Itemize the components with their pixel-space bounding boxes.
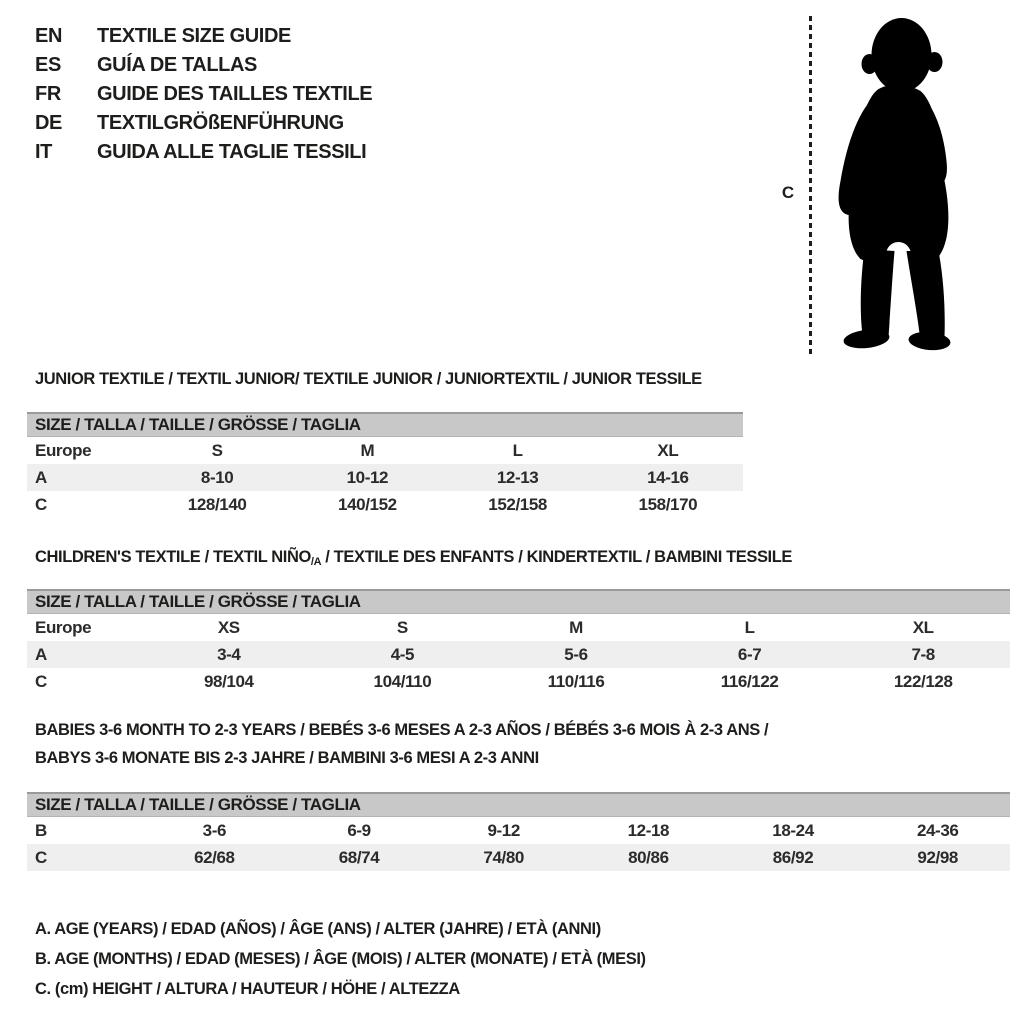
size-cell: L xyxy=(512,440,523,460)
row-label: C xyxy=(35,671,47,691)
size-cell: S xyxy=(396,617,408,637)
toddler-silhouette-icon xyxy=(826,13,969,354)
children-table-header: SIZE / TALLA / TAILLE / GRÖSSE / TAGLIA xyxy=(27,589,1010,614)
row-label: Europe xyxy=(35,617,92,637)
language-code: FR xyxy=(35,83,61,105)
row-label: B xyxy=(35,820,47,840)
size-cell: M xyxy=(360,440,375,460)
children-title-subscript: /A xyxy=(310,556,322,568)
table-row xyxy=(27,464,743,491)
size-cell: L xyxy=(744,617,755,637)
size-cell: 5-6 xyxy=(564,644,588,664)
language-row xyxy=(35,109,372,138)
size-cell: 158/170 xyxy=(638,494,698,514)
babies-title-line1: BABIES 3-6 MONTH TO 2-3 YEARS / BEBÉS 3-6 MESES A 2-3 AÑOS / BÉBÉS 3-6 MOIS À 2-3 ANS / xyxy=(35,721,769,739)
language-row xyxy=(35,51,372,80)
size-cell: 74/80 xyxy=(483,847,524,867)
children-title-text-after: / TEXTILE DES ENFANTS / KINDERTEXTIL / BAMBINI TESSILE xyxy=(321,548,793,566)
size-cell: 68/74 xyxy=(338,847,380,867)
language-code: IT xyxy=(35,141,52,163)
language-label: GUIDA ALLE TAGLIE TESSILI xyxy=(97,141,367,163)
table-row xyxy=(27,817,1010,844)
row-label: C xyxy=(35,847,47,867)
children-size-table xyxy=(27,589,1010,695)
babies-title-line2: BABYS 3-6 MONATE BIS 2-3 JAHRE / BAMBINI 3-6 MESI A 2-3 ANNI xyxy=(35,749,539,767)
size-cell: 4-5 xyxy=(390,644,415,664)
row-label: A xyxy=(35,644,47,664)
babies-table-header: SIZE / TALLA / TAILLE / GRÖSSE / TAGLIA xyxy=(27,792,1010,817)
size-cell: 7-8 xyxy=(911,644,935,664)
table-row xyxy=(27,437,743,464)
legend-notes xyxy=(35,914,646,1004)
size-cell: M xyxy=(569,617,583,637)
children-title-text: CHILDREN'S TEXTILE / TEXTIL NIÑO xyxy=(35,548,311,566)
language-row xyxy=(35,22,372,51)
size-cell: 18-24 xyxy=(772,820,814,840)
babies-table-rows xyxy=(27,817,1010,871)
language-row xyxy=(35,138,372,167)
language-guide xyxy=(35,22,372,167)
size-cell: 6-9 xyxy=(347,820,371,840)
size-cell: 3-4 xyxy=(217,644,241,664)
size-cell: 128/140 xyxy=(187,494,247,514)
size-cell: 8-10 xyxy=(200,467,234,487)
size-cell: 6-7 xyxy=(737,644,762,664)
table-row xyxy=(27,491,743,518)
junior-section-title: JUNIOR TEXTILE / TEXTIL JUNIOR/ TEXTILE JUNIOR / JUNIORTEXTIL / JUNIOR TESSILE xyxy=(35,370,702,388)
language-label: GUÍA DE TALLAS xyxy=(97,54,257,76)
table-row xyxy=(27,614,1010,641)
row-label: Europe xyxy=(35,440,92,460)
size-cell: 62/68 xyxy=(194,847,235,867)
size-cell: 80/86 xyxy=(628,847,669,867)
size-cell: 152/158 xyxy=(488,494,547,514)
babies-section-title xyxy=(35,716,768,772)
language-label: TEXTILE SIZE GUIDE xyxy=(97,25,291,47)
note-line: C. (cm) HEIGHT / ALTURA / HAUTEUR / HÖHE / ALTEZZA xyxy=(35,979,460,998)
size-cell: 12-13 xyxy=(496,467,539,487)
size-cell: 140/152 xyxy=(338,494,397,514)
junior-table-header: SIZE / TALLA / TAILLE / GRÖSSE / TAGLIA xyxy=(27,412,743,437)
size-cell: 92/98 xyxy=(917,847,958,867)
note-line: B. AGE (MONTHS) / EDAD (MESES) / ÂGE (MOIS) / ALTER (MONATE) / ETÀ (MESI) xyxy=(35,949,646,968)
babies-size-table xyxy=(27,792,1010,871)
language-label: TEXTILGRÖßENFÜHRUNG xyxy=(97,112,344,134)
size-cell: 3-6 xyxy=(202,820,227,840)
row-label: A xyxy=(35,467,47,487)
size-cell: 12-18 xyxy=(627,820,670,840)
children-table-rows xyxy=(27,614,1010,695)
children-section-title xyxy=(35,548,792,567)
size-cell: 122/128 xyxy=(893,671,953,691)
size-cell: 104/110 xyxy=(373,671,432,691)
junior-size-table xyxy=(27,412,743,518)
language-code: EN xyxy=(35,25,62,47)
language-row xyxy=(35,80,372,109)
size-cell: 110/116 xyxy=(547,671,605,691)
language-code: DE xyxy=(35,112,62,134)
table-row xyxy=(27,668,1010,695)
size-cell: 9-12 xyxy=(487,820,520,840)
size-cell: S xyxy=(211,440,223,460)
junior-table-rows xyxy=(27,437,743,518)
size-cell: 98/104 xyxy=(203,671,254,691)
size-cell: XL xyxy=(657,440,679,460)
table-row xyxy=(27,844,1010,871)
height-dashed-line xyxy=(809,16,812,354)
table-row xyxy=(27,641,1010,668)
size-cell: 86/92 xyxy=(772,847,814,867)
language-label: GUIDE DES TAILLES TEXTILE xyxy=(97,83,373,105)
size-cell: 24-36 xyxy=(916,820,959,840)
size-cell: 14-16 xyxy=(647,467,689,487)
row-label: C xyxy=(35,494,47,514)
height-measure-label: C xyxy=(781,183,795,202)
language-code: ES xyxy=(35,54,61,76)
size-cell: 116/122 xyxy=(720,671,779,691)
size-cell: 10-12 xyxy=(346,467,389,487)
note-line: A. AGE (YEARS) / EDAD (AÑOS) / ÂGE (ANS) / ALTER (JAHRE) / ETÀ (ANNI) xyxy=(35,919,601,938)
size-cell: XS xyxy=(217,617,240,637)
size-cell: XL xyxy=(912,617,934,637)
